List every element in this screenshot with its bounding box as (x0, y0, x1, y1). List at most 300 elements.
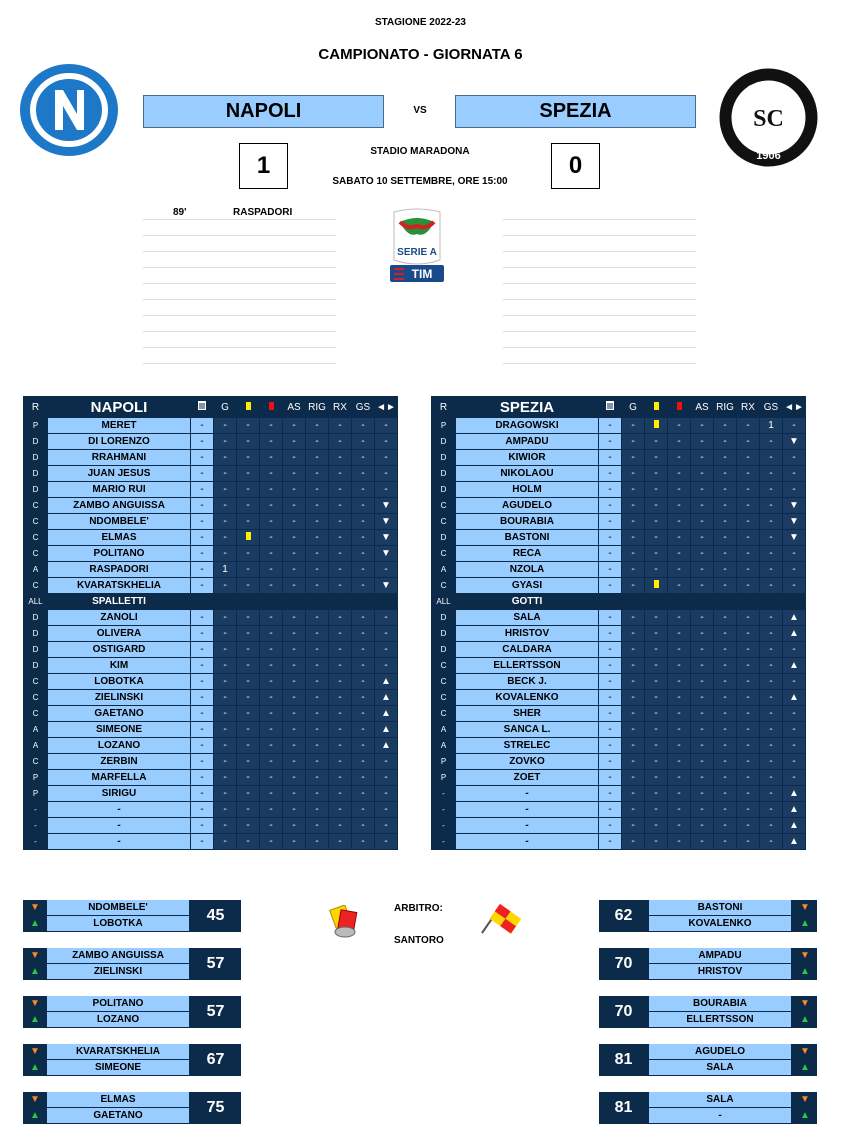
player-stat: - (783, 642, 805, 657)
sub-in-icon: ▲ (800, 1062, 810, 1073)
player-name: ZOET (456, 770, 598, 785)
player-stat: - (668, 754, 690, 769)
player-role: C (432, 658, 455, 673)
player-stat: - (691, 466, 713, 481)
player-stat: - (622, 626, 644, 641)
player-stat: - (737, 722, 759, 737)
player-stat: - (691, 610, 713, 625)
player-stat: - (737, 690, 759, 705)
player-stat: - (329, 754, 351, 769)
player-stat: - (737, 786, 759, 801)
player-stat: - (668, 546, 690, 561)
player-stat: - (783, 578, 805, 593)
home-goal-line (143, 236, 336, 252)
sub-out-player: SALA (649, 1092, 791, 1107)
player-stat: - (668, 658, 690, 673)
player-row (432, 706, 805, 721)
roster-header-row (24, 397, 397, 417)
player-stat: - (737, 514, 759, 529)
player-stat: - (191, 754, 213, 769)
player-stat: - (622, 802, 644, 817)
player-stat: - (737, 434, 759, 449)
sub-minute: 62 (614, 907, 633, 924)
player-stat: - (760, 610, 782, 625)
player-role: C (24, 578, 47, 593)
spezia-logo-top-text: SPEZIA (746, 83, 791, 97)
player-stat: - (191, 530, 213, 545)
player-stat: - (783, 674, 805, 689)
player-stat: - (599, 578, 621, 593)
player-name: LOZANO (48, 738, 190, 753)
coach-row-filler (599, 594, 805, 609)
player-stat: - (760, 738, 782, 753)
player-stat: - (599, 706, 621, 721)
player-stat: - (737, 562, 759, 577)
player-stat: - (283, 610, 305, 625)
player-stat: - (214, 674, 236, 689)
header-assists: AS (691, 397, 713, 417)
player-role: - (24, 802, 47, 817)
player-name: POLITANO (48, 546, 190, 561)
player-stat: - (599, 642, 621, 657)
player-stat: - (283, 578, 305, 593)
player-name: DRAGOWSKI (456, 418, 598, 433)
player-name: KOVALENKO (456, 690, 598, 705)
player-name: ZOVKO (456, 754, 598, 769)
sub-in-icon: ▲ (783, 690, 805, 705)
home-goal-line (143, 332, 336, 348)
sub-in-icon: ▲ (375, 674, 397, 689)
player-name: AGUDELO (456, 498, 598, 513)
player-stat: - (714, 626, 736, 641)
coach-name: SPALLETTI (48, 594, 190, 609)
player-stat: - (237, 818, 259, 833)
player-stat: - (668, 562, 690, 577)
player-stat: - (668, 626, 690, 641)
player-stat: - (668, 834, 690, 849)
player-stat: - (737, 482, 759, 497)
player-stat: - (737, 466, 759, 481)
player-stat: - (599, 434, 621, 449)
player-stat: - (329, 434, 351, 449)
player-stat: - (283, 418, 305, 433)
player-stat: - (783, 770, 805, 785)
player-stat: - (260, 754, 282, 769)
player-stat: - (191, 466, 213, 481)
player-stat: - (783, 418, 805, 433)
sub-out-icon: ▼ (30, 1046, 40, 1057)
player-role: D (432, 482, 455, 497)
substitution (599, 1044, 817, 1076)
player-stat: - (599, 530, 621, 545)
sub-out-icon: ▼ (30, 902, 40, 913)
player-stat: - (260, 786, 282, 801)
player-stat: - (760, 658, 782, 673)
player-row (432, 754, 805, 769)
player-stat: - (214, 482, 236, 497)
player-stat: - (737, 754, 759, 769)
player-stat: - (283, 834, 305, 849)
player-stat: - (622, 450, 644, 465)
player-row (24, 466, 397, 481)
player-stat: - (714, 482, 736, 497)
header-stats-icon (191, 397, 213, 417)
player-stat: - (214, 418, 236, 433)
player-stat: - (214, 834, 236, 849)
player-role: C (432, 674, 455, 689)
coach-row-filler (191, 594, 397, 609)
player-row (24, 418, 397, 433)
player-stat: - (191, 738, 213, 753)
sub-minute: 81 (614, 1099, 633, 1116)
player-stat: - (237, 482, 259, 497)
player-stat: - (306, 498, 328, 513)
player-role: C (432, 706, 455, 721)
sub-out-player: AMPADU (649, 948, 791, 963)
player-stat: - (260, 642, 282, 657)
spezia-logo-monogram: SC (753, 106, 784, 132)
player-stat: - (599, 466, 621, 481)
player-row (432, 418, 805, 433)
linesman-flag-icon (476, 903, 522, 935)
player-stat: - (691, 450, 713, 465)
player-stat: - (191, 626, 213, 641)
player-stat: - (306, 546, 328, 561)
sub-out-player: ELMAS (47, 1092, 189, 1107)
player-row (24, 434, 397, 449)
player-stat: - (645, 834, 667, 849)
player-stat: - (760, 706, 782, 721)
player-stat: - (329, 498, 351, 513)
player-row (432, 658, 805, 673)
player-stat: - (375, 818, 397, 833)
player-stat: - (622, 786, 644, 801)
sub-in-icon: ▲ (375, 722, 397, 737)
away-goals-list (503, 204, 696, 364)
player-stat: - (668, 642, 690, 657)
player-row (24, 674, 397, 689)
player-stat: - (714, 706, 736, 721)
player-name: MARIO RUI (48, 482, 190, 497)
sub-minute: 81 (614, 1051, 633, 1068)
sub-in-icon: ▲ (30, 918, 40, 929)
player-stat: - (645, 770, 667, 785)
player-stat: - (645, 450, 667, 465)
player-stat: - (214, 610, 236, 625)
player-row (432, 802, 805, 817)
player-stat: - (260, 578, 282, 593)
player-stat: - (691, 418, 713, 433)
player-stat: - (237, 562, 259, 577)
player-stat: - (352, 418, 374, 433)
player-stat: - (283, 674, 305, 689)
player-stat: - (352, 658, 374, 673)
player-stat: - (283, 802, 305, 817)
yellow-card-icon (654, 580, 659, 588)
player-stat: - (237, 418, 259, 433)
player-stat: - (760, 498, 782, 513)
sub-out-icon: ▼ (375, 498, 397, 513)
player-stat: - (714, 514, 736, 529)
player-name: - (456, 818, 598, 833)
player-stat: - (668, 770, 690, 785)
yellow-card-icon (246, 402, 251, 410)
player-stat: - (283, 786, 305, 801)
sub-minute: 70 (614, 1003, 633, 1020)
player-stat: - (375, 834, 397, 849)
player-row (24, 834, 397, 849)
sub-in-icon: ▲ (30, 1014, 40, 1025)
player-stat: - (714, 418, 736, 433)
header-substitution-arrows: ◄► (783, 397, 805, 417)
player-name: ELMAS (48, 530, 190, 545)
serie-a-logo-text: SERIE A (397, 247, 437, 258)
player-name: NZOLA (456, 562, 598, 577)
player-role: P (432, 418, 455, 433)
player-row (24, 818, 397, 833)
player-stat: - (668, 514, 690, 529)
player-role: D (24, 610, 47, 625)
player-name: NIKOLAOU (456, 466, 598, 481)
player-role: C (24, 754, 47, 769)
player-stat: - (645, 546, 667, 561)
player-stat: - (306, 706, 328, 721)
player-row (24, 482, 397, 497)
sub-out-icon: ▼ (800, 902, 810, 913)
player-role: P (24, 786, 47, 801)
player-stat: - (760, 578, 782, 593)
player-name: ELLERTSSON (456, 658, 598, 673)
player-stat: - (375, 754, 397, 769)
player-role: C (24, 674, 47, 689)
player-stat: - (714, 530, 736, 545)
player-name: JUAN JESUS (48, 466, 190, 481)
player-stat: - (329, 418, 351, 433)
player-name: GYASI (456, 578, 598, 593)
player-stat: - (691, 578, 713, 593)
player-stat: - (760, 802, 782, 817)
home-goal-line (143, 268, 336, 284)
player-stat: - (352, 754, 374, 769)
player-role: A (24, 738, 47, 753)
player-row (24, 578, 397, 593)
player-stat: - (375, 626, 397, 641)
sub-out-icon: ▼ (30, 998, 40, 1009)
player-stat: - (237, 754, 259, 769)
player-role: C (24, 546, 47, 561)
player-role: - (432, 818, 455, 833)
coach-role: ALL (24, 594, 47, 609)
player-stat: - (191, 690, 213, 705)
substitution (599, 948, 817, 980)
player-stat: - (668, 482, 690, 497)
player-stat: - (329, 834, 351, 849)
player-stat: - (260, 770, 282, 785)
away-roster-table (431, 396, 806, 850)
player-stat: - (714, 738, 736, 753)
sub-out-icon: ▼ (783, 514, 805, 529)
player-stat: - (783, 450, 805, 465)
player-stat: - (599, 738, 621, 753)
header-rx: RX (737, 397, 759, 417)
player-stat: - (645, 658, 667, 673)
home-goal-line (143, 252, 336, 268)
header-yellow-card (645, 397, 667, 417)
red-card-icon (677, 402, 682, 410)
player-stat: - (645, 562, 667, 577)
player-stat: - (668, 722, 690, 737)
player-name: CALDARA (456, 642, 598, 657)
player-stat: - (622, 498, 644, 513)
player-stat: - (599, 626, 621, 641)
player-role: D (432, 642, 455, 657)
header-team-name: SPEZIA (456, 397, 598, 417)
player-stat: - (760, 786, 782, 801)
player-stat: - (352, 482, 374, 497)
player-stat: - (329, 450, 351, 465)
player-stat: - (191, 722, 213, 737)
player-row (432, 610, 805, 625)
sub-in-player: LOBOTKA (47, 916, 189, 931)
sub-in-player: GAETANO (47, 1108, 189, 1123)
coach-row (24, 594, 397, 609)
player-stat: - (237, 450, 259, 465)
home-score: 1 (239, 143, 288, 189)
player-stat: - (737, 418, 759, 433)
player-stat: - (306, 482, 328, 497)
player-name: BECK J. (456, 674, 598, 689)
away-goal-line (503, 204, 696, 220)
player-stat: - (375, 658, 397, 673)
player-stat: - (283, 514, 305, 529)
player-stat: - (283, 434, 305, 449)
player-stat: - (283, 450, 305, 465)
spezia-logo (719, 68, 818, 167)
player-stat: - (237, 578, 259, 593)
player-stat: - (306, 658, 328, 673)
player-name: HOLM (456, 482, 598, 497)
player-role: C (432, 546, 455, 561)
player-stat: - (375, 562, 397, 577)
player-row (432, 450, 805, 465)
player-stat: - (237, 834, 259, 849)
player-stat: - (783, 722, 805, 737)
header-yellow-card (237, 397, 259, 417)
player-row (24, 514, 397, 529)
player-stat: - (691, 802, 713, 817)
player-stat: - (622, 818, 644, 833)
player-stat: - (237, 786, 259, 801)
player-stat: - (191, 610, 213, 625)
player-stat: - (329, 658, 351, 673)
player-role: D (432, 434, 455, 449)
player-stat: - (737, 450, 759, 465)
away-goal-line (503, 268, 696, 284)
player-stat: - (283, 690, 305, 705)
sub-in-player: SALA (649, 1060, 791, 1075)
roster-header-row (432, 397, 805, 417)
player-stat: - (714, 818, 736, 833)
player-stat: - (714, 434, 736, 449)
player-row (432, 466, 805, 481)
player-stat: - (783, 562, 805, 577)
player-stat: - (668, 610, 690, 625)
player-stat: - (260, 706, 282, 721)
coach-role: ALL (432, 594, 455, 609)
player-stat: - (622, 610, 644, 625)
player-stat: - (668, 498, 690, 513)
player-role: C (24, 706, 47, 721)
player-stat: - (237, 770, 259, 785)
sub-out-icon: ▼ (30, 950, 40, 961)
player-stat: - (691, 546, 713, 561)
player-stat: - (645, 610, 667, 625)
player-row (432, 690, 805, 705)
player-role: D (432, 466, 455, 481)
substitution (599, 996, 817, 1028)
sub-in-icon: ▲ (783, 658, 805, 673)
goal-scorer: RASPADORI (233, 207, 293, 218)
player-row (432, 770, 805, 785)
player-role: D (24, 482, 47, 497)
player-name: OSTIGARD (48, 642, 190, 657)
player-stat: - (645, 786, 667, 801)
player-stat: - (237, 642, 259, 657)
player-stat: - (760, 530, 782, 545)
player-stat: - (329, 690, 351, 705)
player-stat: - (329, 770, 351, 785)
away-goal-line (503, 348, 696, 364)
player-role: P (24, 770, 47, 785)
player-stat: - (214, 546, 236, 561)
player-stat: - (622, 562, 644, 577)
player-stat: - (599, 450, 621, 465)
player-stat: - (375, 802, 397, 817)
player-row (432, 514, 805, 529)
player-name: - (456, 834, 598, 849)
player-stat: - (714, 642, 736, 657)
player-role: C (432, 514, 455, 529)
player-stat: - (691, 626, 713, 641)
player-stat: - (622, 834, 644, 849)
player-name: - (48, 834, 190, 849)
player-stat: - (599, 770, 621, 785)
sub-out-icon: ▼ (800, 950, 810, 961)
player-stat: - (260, 658, 282, 673)
player-stat: - (237, 802, 259, 817)
home-goal-line (143, 204, 336, 220)
player-name: BOURABIA (456, 514, 598, 529)
header-assists: AS (283, 397, 305, 417)
player-stat: - (214, 706, 236, 721)
player-stat: - (691, 722, 713, 737)
player-stat: - (714, 802, 736, 817)
header-penalties: RIG (306, 397, 328, 417)
yellow-card-icon (654, 402, 659, 410)
player-role: C (432, 578, 455, 593)
player-stat: - (306, 578, 328, 593)
napoli-logo (19, 64, 119, 157)
sub-minute: 57 (206, 955, 225, 972)
player-stat: - (760, 450, 782, 465)
player-name: - (456, 802, 598, 817)
player-stat: - (191, 546, 213, 561)
player-stat: - (214, 722, 236, 737)
player-row (432, 578, 805, 593)
sub-out-icon: ▼ (783, 530, 805, 545)
yellow-card-whistle-icon (325, 905, 365, 939)
player-stat: - (783, 754, 805, 769)
